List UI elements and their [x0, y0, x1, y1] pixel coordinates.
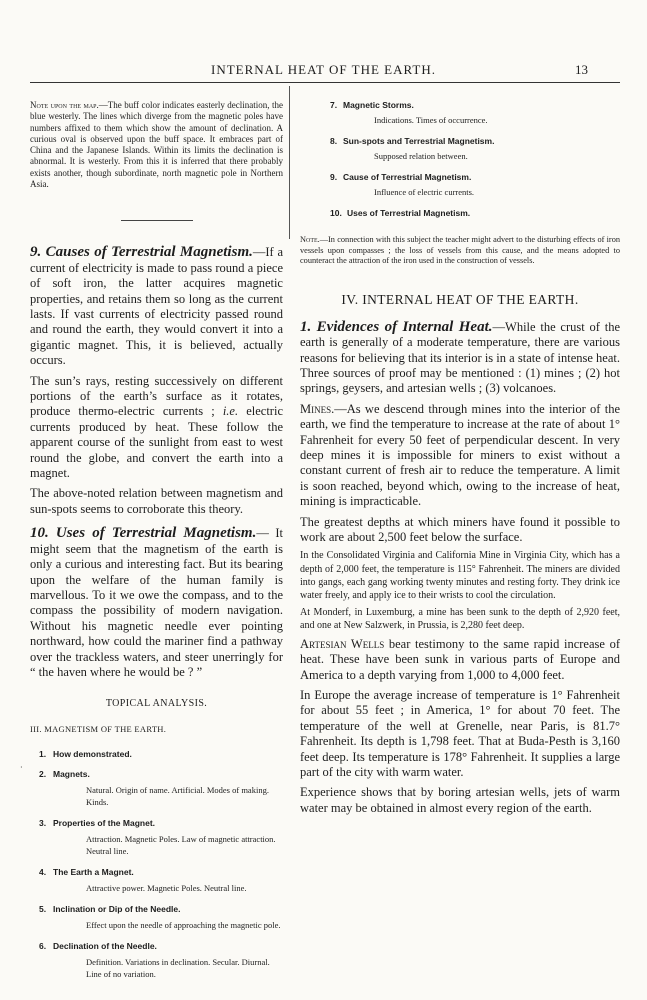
running-header [0, 62, 647, 80]
section-10-text: — It might seem that the magnetism of the earth is only a curious and interesting fact. But its bearing upon the welfare of the human family is marvellous. To it we owe the compass, and to the compass the possibility of modern navigation. Without his magnetic needle ever pointing northward, how could the mariner find a pathway over the trackless waters, and steer unerringly for “ the haven where he would be ? ” [30, 526, 283, 679]
topic-number: 1. [39, 749, 47, 760]
topic-heading: Magnetic Storms. [343, 100, 414, 110]
topical-analysis-title: TOPICAL ANALYSIS. [105, 698, 208, 710]
teacher-note [300, 235, 620, 267]
topic-item [300, 208, 620, 218]
depth-para: The greatest depths at which miners have found it possible to work are about 2,500 feet below the surface. [300, 514, 620, 545]
topic-number: 8. [330, 136, 338, 146]
section-9-title: 9. Causes of Terrestrial Magnetism. [30, 244, 253, 261]
topic-heading: Uses of Terrestrial Magnetism. [347, 208, 471, 218]
topic-number: 5. [39, 904, 47, 915]
topic-number: 4. [39, 867, 47, 878]
topic-heading: Properties of the Magnet. [53, 818, 156, 829]
ie-abbrev: i.e. [222, 404, 239, 419]
page-number: 13 [575, 62, 588, 77]
topic-item [300, 100, 620, 125]
topic-subtopics: Attractive power. Magnetic Poles. Neutral line. [86, 883, 247, 894]
topical-analysis-section: III. MAGNETISM OF THE EARTH. [30, 724, 167, 735]
consolidated-mine-note: In the Consolidated Virginia and California Mine in Virginia City, which has a depth of 2,000 feet, the temperature is 115° Fahrenheit. The miners are divided into gangs, each gang working twenty minutes and resting forty. They drink ice water freely, and apply ice to their wrists to cool the circulation. [300, 550, 620, 602]
topic-number: 9. [330, 172, 338, 182]
topic-item [30, 749, 283, 759]
artesian-para [300, 637, 620, 683]
section-1-para [300, 320, 620, 397]
topic-subtopics: Natural. Origin of name. Artificial. Modes of making. Kinds. [86, 785, 269, 808]
map-note [30, 100, 283, 190]
europe-para: In Europe the average increase of temperature is 1° Fahrenheit for about 55 feet ; in America, 1° for about 70 feet. The temperature of the well at Grenelle, near Paris, is 81.7° Fahrenheit. Its depth is 1,798 feet. That at Buda-Pesth is 3,160 feet deep. Its temperature is 178° Fahrenheit. It supplies a large part of the city with warm water. [300, 687, 620, 779]
topic-subtopics: Supposed relation between. [374, 151, 468, 161]
mines-para [300, 402, 620, 510]
mines-text: —As we descend through mines into the interior of the earth, we find the temperature to increase at the rate of about 1° Fahrenheit for every 50 feet of perpendicular descent. In very deep mines it is impossible for miners to exist without a constant current of fresh air to reduce the temperature. A limit is soon reached, beyond which, owing to the increase of heat, mining is impracticable. [300, 401, 620, 509]
topic-heading: Cause of Terrestrial Magnetism. [343, 172, 472, 182]
topic-subtopics: Indications. Times of occurrence. [374, 115, 488, 125]
topic-number: 2. [39, 769, 47, 780]
section-9-text-1: —If a current of electricity is made to pass round a piece of soft iron, the latter acquires magnetic properties, and retains them so long as the current lasts. If vast currents of electricity passed round and round the earth, they would convert it into a gigantic magnet. This, it is believed, actually occurs. [30, 245, 283, 368]
artesian-text: bear testimony to the same rapid increase of heat. These have been sunk in various parts of Europe and America to a depth varying from 1,000 to 4,000 feet. [300, 636, 620, 682]
section-1-text: —While the crust of the earth is generally of a moderate temperature, there are various reasons for believing that its interior is in a state of intense heat. Three sources of proof may be mentioned : (1) mines ; (2) hot springs, geysers, and artesian wells ; (3) volcanoes. [300, 319, 620, 396]
section-10-para [30, 526, 283, 680]
topic-subtopics: Definition. Variations in declination. Secular. Diurnal. Line of no variation. [86, 957, 270, 980]
topic-heading: Sun-spots and Terrestrial Magnetism. [343, 136, 495, 146]
section-9-text-2b: electric currents produced by heat. These follow the apparent course of the sunlight from east to west round the globe, and convert the earth into a magnet. [30, 404, 283, 481]
topic-item [30, 769, 283, 808]
topic-item [30, 941, 283, 980]
topic-number: 7. [330, 100, 338, 110]
topic-item [30, 867, 283, 894]
column-divider [289, 86, 290, 239]
section-1-title: 1. Evidences of Internal Heat. [300, 318, 493, 335]
header-rule [30, 82, 620, 83]
topic-heading: The Earth a Magnet. [53, 867, 134, 878]
section-9-para-3: The above-noted relation between magnetism and sun-spots seems to corroborate this theory. [30, 486, 283, 516]
left-column [30, 100, 283, 990]
teacher-note-label: Note. [300, 235, 320, 244]
topic-heading: Magnets. [53, 769, 90, 780]
section-9-para-2 [30, 374, 283, 482]
teacher-note-text: —In connection with this subject the teacher might advert to the disturbing effects of iron vessels upon compasses ; the loss of vessels from this cause, and the means adopted to counteract the attraction of the iron used in the construction of vessels. [300, 235, 620, 266]
margin-mark: · [20, 763, 23, 772]
topic-heading: Declination of the Needle. [53, 941, 157, 952]
experience-para: Experience shows that by boring artesian wells, jets of warm water may be obtained in almost every region of the earth. [300, 785, 620, 815]
topic-item [30, 818, 283, 857]
topic-heading: How demonstrated. [53, 749, 132, 760]
topic-item [300, 172, 620, 197]
artesian-label: Artesian Wells [300, 636, 385, 651]
section-9-text-2a: The sun’s rays, resting successively on different portions of the earth’s surface as it rotates, produce thermo-electric currents ; [30, 373, 283, 419]
topic-number: 6. [39, 941, 47, 952]
map-note-text: —The buff color indicates easterly declination, the blue westerly. The lines which diverge from the magnetic poles have numbers affixed to them which show the amount of declination. A curious oval is observed upon the buff space. It embraces part of China and the Japanese Islands. Within its limits the declination is abnormal. It is westerly. From this it is inferred that there probably exists another, though subordinate, north magnetic pole in Northern Asia. [30, 100, 283, 190]
chapter-title: IV. INTERNAL HEAT OF THE EARTH. [341, 291, 579, 307]
section-divider [121, 220, 193, 221]
topic-subtopics: Effect upon the needle of approaching the magnetic pole. [86, 920, 281, 931]
section-10-title: 10. Uses of Terrestrial Magnetism. [30, 525, 257, 542]
running-title: INTERNAL HEAT OF THE EARTH. [211, 62, 436, 77]
topic-item [30, 904, 283, 931]
topic-number: 3. [39, 818, 47, 829]
monderf-note: At Monderf, in Luxemburg, a mine has been sunk to the depth of 2,920 feet, and one at New Salzwerk, in Prussia, is 2,280 feet deep. [300, 607, 620, 632]
topic-heading: Inclination or Dip of the Needle. [53, 904, 181, 915]
map-note-label: Note upon the map. [30, 100, 99, 110]
mines-label: Mines. [300, 401, 335, 416]
right-column [300, 100, 620, 816]
topic-number: 10. [330, 208, 342, 218]
topic-subtopics: Attraction. Magnetic Poles. Law of magnetic attraction. Neutral line. [86, 834, 276, 857]
topic-subtopics: Influence of electric currents. [374, 187, 475, 197]
section-9-para-1 [30, 245, 283, 368]
topic-item [300, 136, 620, 161]
